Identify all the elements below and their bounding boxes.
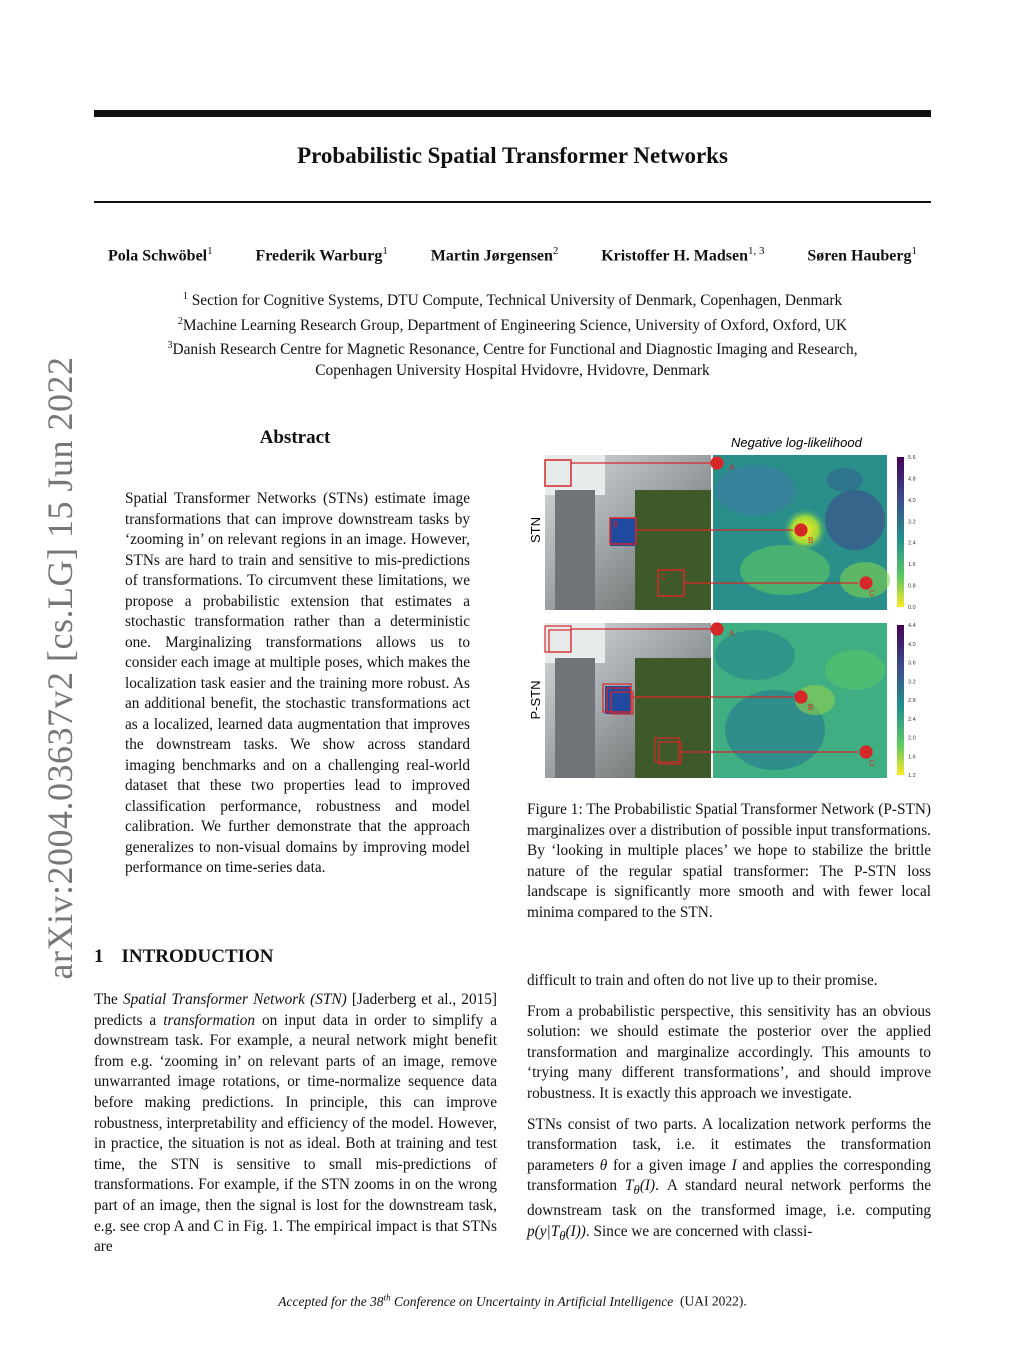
affiliation-2: $^2$Machine Learning Research Group, Department of Engineering Science, University of Oxford, Oxford, UK — [177, 315, 848, 334]
author-list — [94, 245, 931, 265]
colorbar-tick: 3.6 — [908, 660, 916, 667]
author: Kristoffer H. Madsen$^{1, 3}$ — [601, 245, 765, 265]
paper-title: Probabilistic Spatial Transformer Networks — [297, 143, 728, 168]
colorbar-tick: 3.2 — [908, 519, 916, 526]
colorbar-tick: 4.0 — [908, 497, 916, 504]
author: Martin Jørgensen$^2$ — [430, 245, 559, 265]
colorbar-tick: 4.8 — [908, 476, 916, 483]
affiliation-1: $^1$ Section for Cognitive Systems, DTU Compute, Technical University of Denmark, Copenhagen, Denmark — [182, 291, 843, 310]
marker-label-c: C — [869, 759, 875, 768]
section-number: 1 — [94, 946, 104, 967]
abstract-body: Spatial Transformer Networks (STNs) estimate image transformations that can improve downstream tasks by ‘zooming in’ on relevant regions in an image. However, STNs are hard to train and sensitive to mis-predictions of transformations. To circumvent these limitations, we propose a probabilistic extension that estimates a stochastic transformation rather than a deterministic one. Marginalizing transformations allows us to consider each image at multiple poses, which makes the localization task easier and the training more robust. As an additional benefit, the stochastic transformations act as a localized, learned data augmentation that improves the downstream tasks. We show across standard imaging benchmarks and on a challenging real-world dataset that these two properties lead to improved classification performance, robustness and model calibration. We further demonstrate that the approach generalizes to non-visual domains by improving model performance on time-series data. — [125, 490, 470, 876]
affiliations — [94, 287, 931, 381]
marker-label-b: B — [808, 536, 814, 545]
footer-note: Accepted for the 38th Conference on Uncertainty in Artificial Intelligence (UAI 2022). — [278, 1292, 747, 1309]
intro-paragraph: From a probabilistic perspective, this sensitivity has an obvious solution: we should estimate the posterior over the applied transformation and marginalize accordingly. This amounts to ‘trying many different transformations’, and should improve robustness. It is exactly this approach we investigate. — [527, 1002, 931, 1102]
author: Frederik Warburg$^1$ — [255, 245, 388, 265]
section-heading — [94, 946, 274, 968]
author: Søren Hauberg$^1$ — [807, 245, 917, 265]
colorbar-tick: 1.6 — [908, 562, 916, 569]
pstn-colorbar-ticks — [908, 623, 916, 779]
crop-label-b: B — [613, 520, 619, 529]
colorbar-tick: 2.4 — [908, 540, 916, 547]
pstn-colorbar — [897, 625, 904, 775]
row-label-stn: STN — [528, 517, 543, 543]
stn-colorbar-ticks — [908, 455, 916, 611]
marker-label-a: A — [729, 629, 735, 638]
title-rule — [94, 201, 931, 203]
colorbar-tick: 2.8 — [908, 698, 916, 704]
top-rule — [94, 110, 931, 117]
colorbar-tick: 1.2 — [908, 773, 916, 779]
intro-paragraph: STNs consist of two parts. A localization network performs the transformation task, i.e. it estimates the transformation parameters θ for a given image I and applies the corresponding transformation $T_\theta(I)$. A standard neural network performs the downstream task on the transformed image, i.e. computing $p(y|T_\theta(I))$. Since we are concerned with classi- — [527, 1115, 931, 1243]
colorbar-tick: 0.8 — [908, 583, 916, 590]
arxiv-sidebar — [0, 0, 80, 1363]
affiliation-3: $^3$Danish Research Centre for Magnetic Resonance, Centre for Functional and Diagnostic Imaging and Research, — [167, 340, 858, 359]
colorbar-tick: 2.0 — [908, 735, 916, 742]
intro-paragraph: The Spatial Transformer Network (STN) [Jaderberg et al., 2015] predicts a transformation on input data in order to simplify a downstream task. For example, a neural network might benefit from e.g. ‘zooming in’ on relevant parts of an image, remove unwarranted image rotations, or time-normalize sequence data before making predictions. In principle, this can improve robustness, interpretability and efficiency of the model. However, in practice, the situation is not as ideal. Both at training and test time, the STN is sensitive to small mis-predictions of transformations. For example, if the STN zooms in on the wrong part of an image, then the signal is lost for the downstream task, e.g. see crop A and C in Fig. 1. The empirical impact is that STNs are — [94, 991, 497, 1256]
row-label-pstn: P-STN — [528, 680, 543, 720]
stn-colorbar — [897, 457, 904, 607]
figure-1 — [525, 430, 925, 790]
colorbar-tick: 1.6 — [908, 754, 916, 761]
colorbar-tick: 5.6 — [908, 455, 916, 461]
colorbar-tick: 4.4 — [908, 623, 916, 629]
figure-caption: Figure 1: The Probabilistic Spatial Transformer Network (P-STN) marginalizes over a distribution of possible input transformations. By ‘looking in multiple places’ we hope to stabilize the brittle nature of the regular spatial transformer: The P-STN loss landscape is significantly more smooth and with fewer local minima compared to the STN. — [527, 801, 931, 921]
section-title: INTRODUCTION — [121, 946, 274, 967]
pstn-photo — [545, 623, 711, 778]
colorbar-tick: 0.0 — [908, 605, 916, 611]
colorbar-tick: 3.2 — [908, 679, 916, 686]
marker-label-b: B — [808, 703, 814, 712]
colorbar-tick: 2.4 — [908, 716, 916, 723]
stn-photo — [545, 455, 711, 610]
figure-title: Negative log-likelihood — [731, 435, 862, 450]
intro-left-column — [94, 990, 497, 1258]
affiliation-3-cont: Copenhagen University Hospital Hvidovre, Hvidovre, Denmark — [315, 361, 710, 379]
arxiv-id: arXiv:2004.03637v2 [cs.LG] 15 Jun 2022 — [40, 356, 80, 980]
abstract-heading: Abstract — [259, 427, 331, 448]
author: Pola Schwöbel$^1$ — [108, 245, 213, 265]
crop-label-c: C — [661, 573, 667, 582]
intro-right-column — [527, 971, 931, 1256]
marker-label-a: A — [729, 463, 735, 472]
colorbar-tick: 4.0 — [908, 641, 916, 648]
marker-label-c: C — [869, 589, 875, 598]
intro-paragraph: difficult to train and often do not live up to their promise. — [527, 972, 878, 989]
